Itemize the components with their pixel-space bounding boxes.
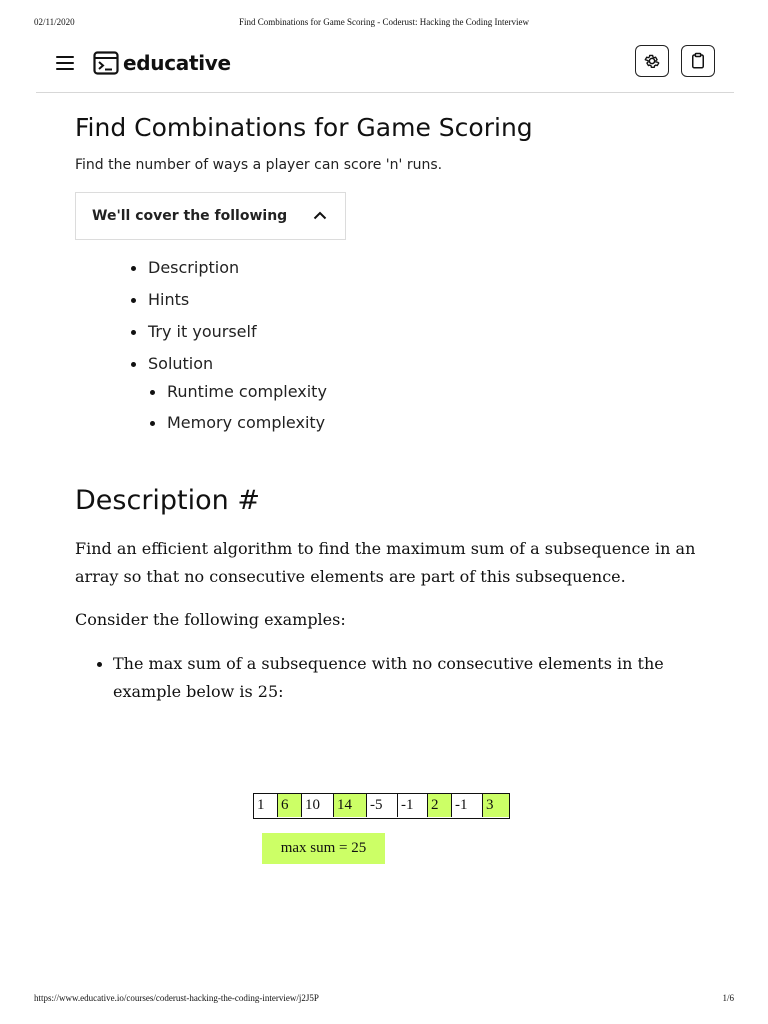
toc-item-try-it-yourself[interactable]: Try it yourself <box>148 322 257 341</box>
examples-intro: Consider the following examples: <box>75 610 346 629</box>
array-cell: -1 <box>398 794 428 817</box>
print-date: 02/11/2020 <box>34 17 75 27</box>
array-cell: -5 <box>367 794 398 817</box>
toc-toggle[interactable] <box>75 192 346 240</box>
toc-item-solution[interactable]: Solution <box>148 354 214 373</box>
bullet-dot <box>97 662 102 667</box>
hamburger-icon[interactable] <box>56 56 74 70</box>
array-cell: 3 <box>483 794 509 817</box>
lesson-subtitle: Find the number of ways a player can score 'n' runs. <box>75 157 443 173</box>
gear-icon <box>643 52 661 70</box>
toc-item-memory-complexity[interactable]: Memory complexity <box>167 413 326 432</box>
page-title: Find Combinations for Game Scoring <box>75 113 533 142</box>
toc-item-runtime-complexity[interactable]: Runtime complexity <box>167 382 327 401</box>
logo[interactable] <box>93 50 231 76</box>
toc-item-description[interactable]: Description <box>148 258 240 277</box>
array-cell: 10 <box>302 794 334 817</box>
print-page-number: 1/6 <box>722 993 734 1003</box>
top-nav-bar <box>36 40 734 93</box>
array-cell: 6 <box>278 794 302 817</box>
array-cell: -1 <box>452 794 483 817</box>
chevron-up-icon <box>313 210 327 220</box>
example-bullet-text: The max sum of a subsequence with no consecutive elements in the example below is 25: <box>113 654 664 701</box>
toc-toggle-label: We'll cover the following <box>92 208 288 224</box>
description-paragraph: Find an efficient algorithm to find the maximum sum of a subsequence in an array so that no consecutive elements are part of this subsequence. <box>75 539 696 586</box>
print-title: Find Combinations for Game Scoring - Coderust: Hacking the Coding Interview <box>239 17 529 27</box>
max-sum-label: max sum = 25 <box>262 833 385 864</box>
array-cell: 2 <box>428 794 452 817</box>
terminal-icon <box>93 50 119 76</box>
example-array <box>253 793 510 819</box>
logo-text: educative <box>123 51 231 75</box>
toc-item-hints[interactable]: Hints <box>148 290 190 309</box>
section-heading-description: Description # <box>75 485 260 516</box>
clipboard-icon <box>689 52 707 70</box>
print-url: https://www.educative.io/courses/coderust-hacking-the-coding-interview/j2J5P <box>34 993 319 1003</box>
array-cell: 1 <box>254 794 278 817</box>
settings-button[interactable] <box>635 45 669 77</box>
array-cell: 14 <box>334 794 367 817</box>
clipboard-button[interactable] <box>681 45 715 77</box>
